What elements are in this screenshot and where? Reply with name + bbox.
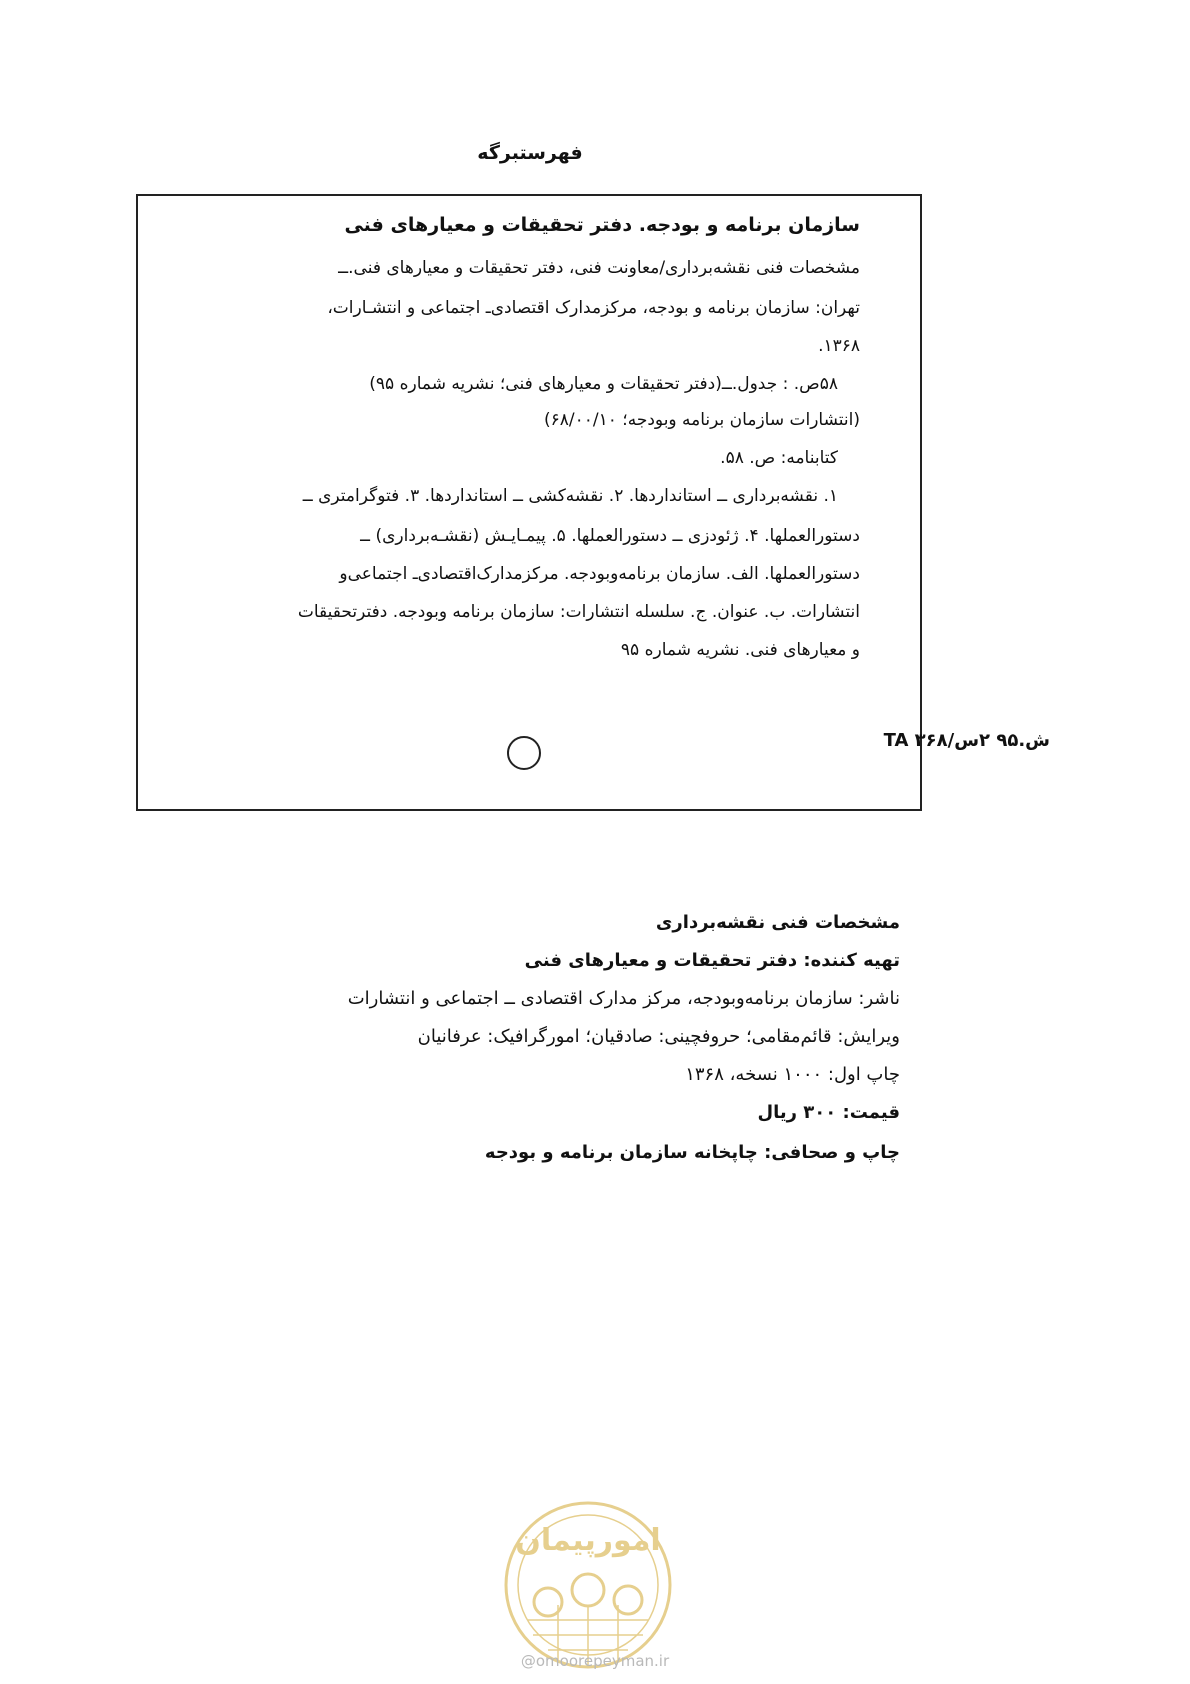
catalog-line-bibliography: کتابنامه: ص. ۵۸. [720, 448, 838, 468]
catalog-line-year: ۱۳۶۸. [818, 336, 860, 356]
info-publisher: ناشر: سازمان برنامه‌وبودجه، مرکز مدارک اقتصادی ــ اجتماعی و انتشارات [347, 988, 900, 1009]
info-editing: ویرایش: قائم‌مقامی؛ حروفچینی: صادقیان؛ امورگرافیک: عرفانیان [417, 1026, 900, 1047]
catalog-line-subjects-1: ۱. نقشه‌برداری ــ استانداردها. ۲. نقشه‌کشی ــ استانداردها. ۳. فتوگرامتری ــ [302, 486, 838, 506]
catalog-line-subjects-3: دستورالعملها. الف. سازمان برنامه‌وبودجه. مرکزمدارک‌اقتصادی‌ـ اجتماعی‌و [339, 564, 860, 584]
catalog-line-author: سازمان برنامه و بودجه. دفتر تحقیقات و معیارهای فنی [344, 214, 860, 236]
info-title: مشخصات فنی نقشه‌برداری [655, 912, 900, 933]
info-price: قیمت: ۳۰۰ ریال [757, 1102, 900, 1123]
catalog-card [136, 194, 922, 811]
catalog-line-subjects-2: دستورالعملها. ۴. ژئودزی ــ دستورالعملها. ۵. پیمـایـش (نقشـه‌برداری) ــ [360, 526, 860, 546]
page-heading: فهرستبرگه [477, 142, 583, 164]
catalog-line-publisher: تهران: سازمان برنامه و بودجه، مرکزمدارک اقتصادی‌ـ اجتماعی و انتشـارات، [327, 298, 860, 318]
catalog-line-title: مشخصات فنی نقشه‌برداری/معاونت فنی، دفتر تحقیقات و معیارهای فنی.ــ [338, 258, 860, 278]
catalog-line-series: (انتشارات سازمان برنامه وبودجه؛ ۶۸/۰۰/۱۰) [544, 410, 860, 430]
info-printing: چاپ و صحافی: چاپخانه سازمان برنامه و بودجه [484, 1142, 900, 1163]
catalog-line-subjects-5: و معیارهای فنی. نشریه شماره ۹۵ [620, 640, 860, 660]
catalog-line-pages: ۵۸ص. : جدول.ــ(دفتر تحقیقات و معیارهای فنی؛ نشریه شماره ۹۵) [369, 374, 838, 394]
info-print-run: چاپ اول: ۱۰۰۰ نسخه، ۱۳۶۸ [685, 1064, 900, 1085]
info-preparer: تهیه کننده: دفتر تحقیقات و معیارهای فنی [524, 950, 900, 971]
watermark-logo [478, 1490, 698, 1670]
catalog-line-subjects-4: انتشارات. ب. عنوان. ج. سلسله انتشارات: سازمان برنامه وبودجه. دفترتحقیقات [297, 602, 860, 622]
watermark-logo-text: امورپیمان [515, 1523, 661, 1558]
call-number: ش.۹۵ ۲س/۳۶۸ TA [883, 730, 1050, 751]
circle-mark [507, 736, 541, 770]
watermark-url: @omoorepeyman.ir [520, 1652, 670, 1670]
